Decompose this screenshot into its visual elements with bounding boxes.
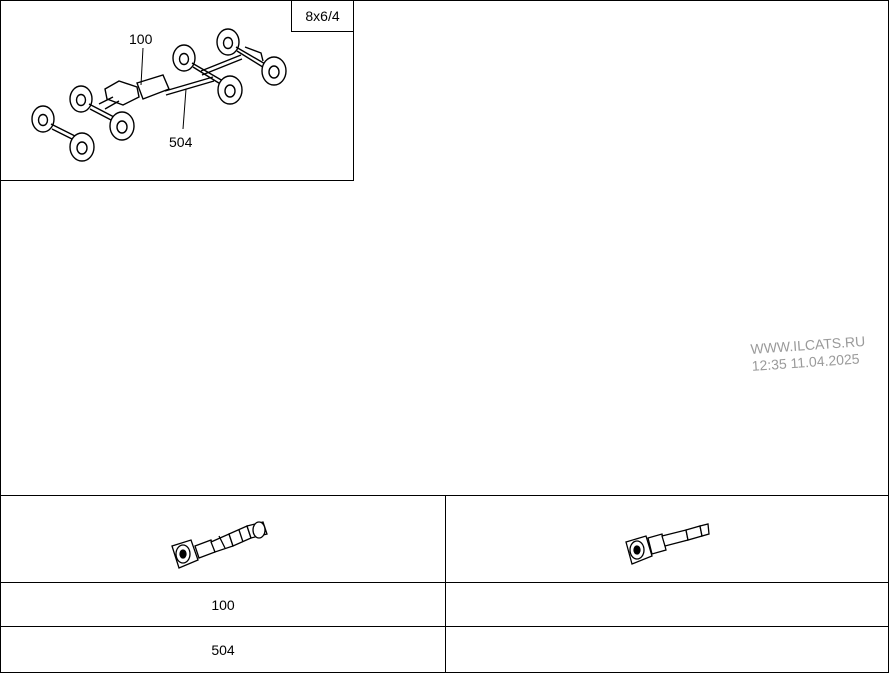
- wheel-icon: [173, 45, 195, 71]
- propeller-shaft-504: [165, 77, 214, 95]
- watermark-timestamp: 12:35 11.04.2025: [751, 350, 860, 374]
- wheel-icon: [70, 133, 94, 161]
- axle-config-label: 8x6/4: [291, 1, 353, 32]
- propeller-shaft-short-icon: [446, 496, 888, 582]
- callout-504-label: 504: [169, 134, 193, 150]
- propeller-shaft-long-icon: [1, 496, 445, 582]
- table-cell: [446, 496, 888, 582]
- leader-100: [141, 48, 143, 85]
- gearbox: [105, 81, 139, 105]
- part-number[interactable]: 100: [211, 596, 235, 613]
- watermark-site: WWW.ILCATS.RU: [750, 332, 866, 357]
- wheel-icon: [262, 57, 286, 85]
- table-cell: [1, 627, 446, 673]
- table-cell: [1, 496, 446, 582]
- chassis-drawing: [1, 1, 353, 180]
- leader-504: [183, 89, 186, 129]
- part-number[interactable]: 504: [211, 642, 235, 658]
- callout-100-label: 100: [129, 31, 153, 47]
- chassis-inset: [1, 1, 354, 181]
- table-row: [1, 627, 888, 673]
- table-cell: [446, 583, 888, 626]
- table-row-images: [1, 496, 888, 583]
- wheel-icon: [218, 76, 242, 104]
- wheel-icon: [70, 86, 92, 112]
- parts-table: [1, 495, 888, 673]
- table-cell: [1, 583, 446, 626]
- watermark: [750, 333, 867, 375]
- wheel-icon: [32, 106, 54, 132]
- table-cell: [446, 627, 888, 673]
- wheel-icon: [110, 112, 134, 140]
- table-row: [1, 583, 888, 627]
- wheel-icon: [217, 29, 239, 55]
